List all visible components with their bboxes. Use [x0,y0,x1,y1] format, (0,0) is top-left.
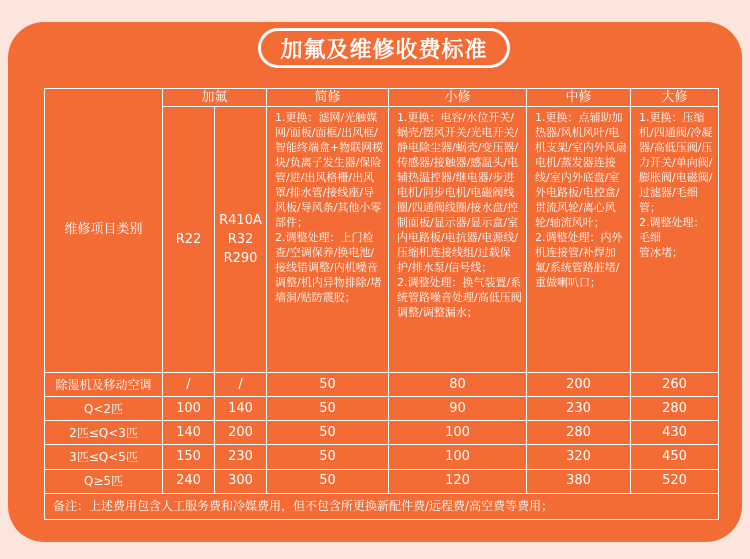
row-label: 3匹≤Q<5匹 [45,445,163,469]
price-major: 280 [631,397,719,421]
price-r410a: 140 [215,397,267,421]
price-r22: 240 [163,469,215,493]
row-label: 2匹≤Q<3匹 [45,421,163,445]
fee-card [8,22,742,542]
minor-repair-description: 1.更换：滤网/光触媒网/面板/面框/出风框/智能终端盒+物联网模块/负离子发生器/保险管/进/出风格栅/出风罩/排水管/接线座/导风板/导风条/其他小零部件； 2.调整处理：上门检查/空调保养/换电池/接线错调整/内机噪音调整/机内异物排除/堵墙洞/贴防震胶； [267,107,389,373]
header-major-repair: 大修 [631,89,719,107]
price-small: 80 [389,372,527,396]
price-major: 520 [631,469,719,493]
major-repair-description: 1.更换：压缩机/四通阀/冷凝器/高低压阀/压力开关/单向阀/膨胀阀/电磁阀/过滤器/毛细管； 2.调整处理：毛细 管冰堵； [631,107,719,373]
price-medium: 380 [527,469,631,493]
table-row [45,421,719,445]
price-small: 120 [389,469,527,493]
header-r410a: R410A R32 R290 [215,107,267,373]
price-r22: 100 [163,397,215,421]
table-row [45,445,719,469]
price-major: 260 [631,372,719,396]
price-minor: 50 [267,421,389,445]
medium-repair-description: 1.更换：点辅助加热器/风机风叶/电机支架/室内外风扇电机/蒸发器连接线/室内外底盘/室外电路板/电控盒/贯流风轮/离心风轮/轴流风叶； 2.调整处理：内外机连接管/补焊加氟/系统管路脏堵/重做喇叭口； [527,107,631,373]
price-minor: 50 [267,445,389,469]
table-row [45,469,719,493]
price-r22: 140 [163,421,215,445]
header-small-repair: 小修 [389,89,527,107]
page-title: 加氟及维修收费标准 [258,28,510,68]
header-medium-repair: 中修 [527,89,631,107]
fee-table [44,88,719,520]
table-row [45,397,719,421]
price-minor: 50 [267,469,389,493]
price-r410a: 300 [215,469,267,493]
header-minor-repair: 简修 [267,89,389,107]
price-medium: 230 [527,397,631,421]
small-repair-description: 1.更换：电容/水位开关/蜗壳/摆风开关/光电开关/静电除尘器/蜗壳/变压器/传感器/接触器/感温头/电辅热温控器/继电器/步进电机/同步电机/电磁阀线圈/四通阀线圈/接水盘/控制面板/显示器/显示盒/室内电路板/电抗器/电源线/压缩机连接线组/过载保护/排水泵/信号线； 2.调整处理：换气装置/系统管路噪音处理/高低压阀调整/调整漏水； [389,107,527,373]
row-label: 除湿机及移动空调 [45,372,163,396]
price-r22: 150 [163,445,215,469]
row-label: Q<2匹 [45,397,163,421]
row-label: Q≥5匹 [45,469,163,493]
price-minor: 50 [267,372,389,396]
price-small: 90 [389,397,527,421]
header-category: 维修项目类别 [45,89,163,373]
price-major: 430 [631,421,719,445]
footnote: 备注：上述费用包含人工服务费和冷媒费用，但不包含所更换新配件费/远程费/高空费等费用； [45,493,719,519]
price-r410a: / [215,372,267,396]
price-r410a: 230 [215,445,267,469]
price-minor: 50 [267,397,389,421]
table-row [45,372,719,396]
price-medium: 200 [527,372,631,396]
price-medium: 320 [527,445,631,469]
price-small: 100 [389,445,527,469]
price-major: 450 [631,445,719,469]
price-medium: 280 [527,421,631,445]
header-fluorine: 加氟 [163,89,267,107]
header-r22: R22 [163,107,215,373]
price-small: 100 [389,421,527,445]
price-r410a: 200 [215,421,267,445]
price-r22: / [163,372,215,396]
